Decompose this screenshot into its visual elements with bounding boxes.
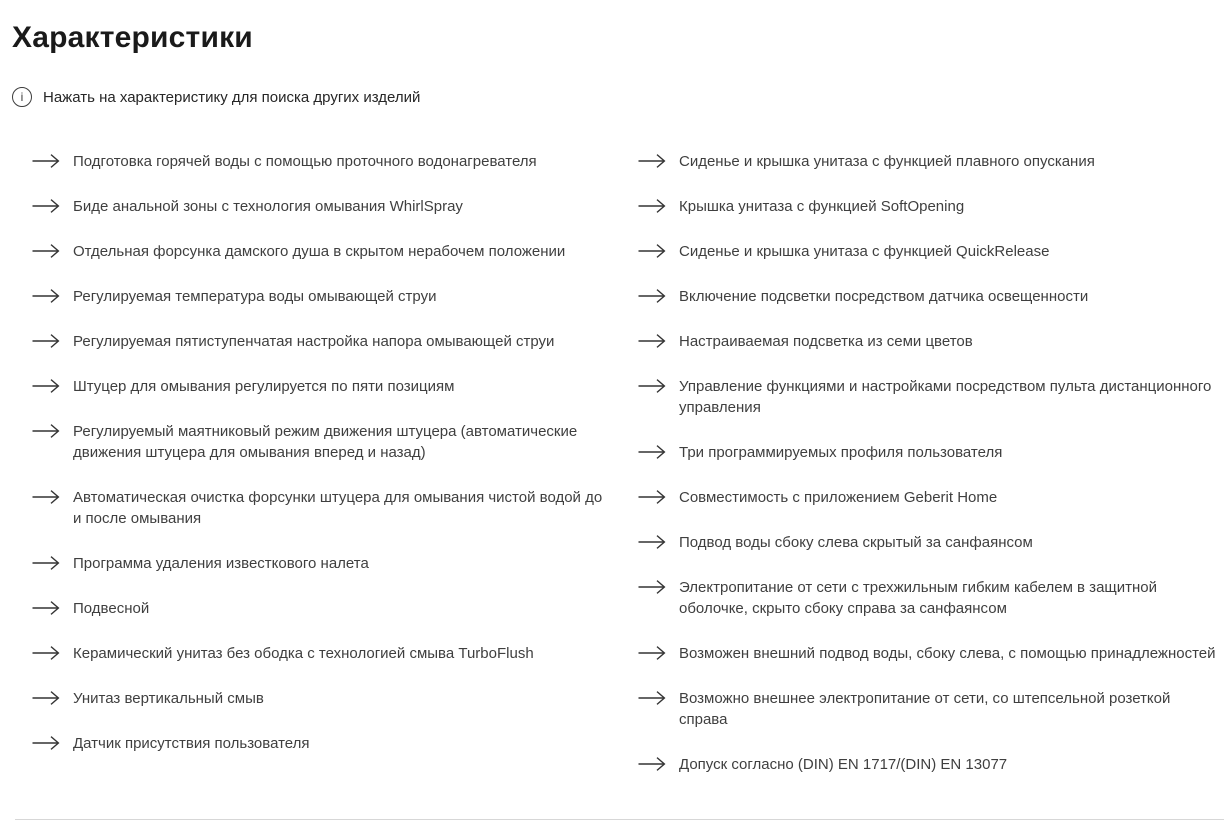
arrow-right-icon: [638, 153, 666, 169]
feature-label: Регулируемый маятниковый режим движения штуцера (автоматические движения штуцера для омывания вперед и назад): [73, 423, 578, 461]
feature-label: Штуцер для омывания регулируется по пяти позициям: [73, 378, 455, 395]
feature-item[interactable]: [638, 742, 1216, 787]
feature-item[interactable]: [638, 319, 1216, 364]
feature-item[interactable]: [32, 139, 610, 184]
feature-item[interactable]: [638, 676, 1216, 742]
feature-label: Автоматическая очистка форсунки штуцера для омывания чистой водой до и после омывания: [73, 489, 603, 527]
feature-item[interactable]: [32, 475, 610, 541]
arrow-right-icon: [32, 333, 60, 349]
arrow-right-icon: [32, 600, 60, 616]
feature-item[interactable]: [32, 586, 610, 631]
arrow-right-icon: [32, 555, 60, 571]
arrow-right-icon: [638, 444, 666, 460]
arrow-right-icon: [32, 243, 60, 259]
feature-item[interactable]: [638, 631, 1216, 676]
feature-label: Регулируемая пятиступенчатая настройка напора омывающей струи: [73, 333, 555, 350]
arrow-right-icon: [32, 198, 60, 214]
arrow-right-icon: [32, 489, 60, 505]
arrow-right-icon: [638, 489, 666, 505]
features-column-right: [638, 139, 1216, 787]
arrow-right-icon: [32, 423, 60, 439]
feature-label: Унитаз вертикальный смыв: [73, 690, 264, 707]
arrow-right-icon: [32, 288, 60, 304]
feature-label: Биде анальной зоны с технология омывания WhirlSpray: [73, 198, 463, 215]
feature-item[interactable]: [32, 409, 610, 475]
feature-item[interactable]: [32, 721, 610, 766]
bottom-divider: [15, 819, 1224, 820]
feature-label: Возможен внешний подвод воды, сбоку слева, с помощью принадлежностей: [679, 645, 1216, 662]
arrow-right-icon: [638, 534, 666, 550]
feature-label: Электропитание от сети с трехжильным гибким кабелем в защитной оболочке, скрыто сбоку справа за санфаянсом: [679, 579, 1158, 617]
arrow-right-icon: [638, 378, 666, 394]
feature-item[interactable]: [638, 430, 1216, 475]
feature-item[interactable]: [32, 319, 610, 364]
feature-item[interactable]: [638, 229, 1216, 274]
feature-label: Отдельная форсунка дамского душа в скрытом нерабочем положении: [73, 243, 566, 260]
feature-item[interactable]: [638, 274, 1216, 319]
feature-label: Три программируемых профиля пользователя: [679, 444, 1003, 461]
feature-label: Датчик присутствия пользователя: [73, 735, 310, 752]
feature-label: Регулируемая температура воды омывающей струи: [73, 288, 437, 305]
feature-label: Сиденье и крышка унитаза с функцией QuickRelease: [679, 243, 1050, 260]
arrow-right-icon: [32, 690, 60, 706]
arrow-right-icon: [638, 198, 666, 214]
feature-label: Сиденье и крышка унитаза с функцией плавного опускания: [679, 153, 1095, 170]
feature-label: Подготовка горячей воды с помощью проточного водонагревателя: [73, 153, 537, 170]
feature-label: Совместимость с приложением Geberit Home: [679, 489, 998, 506]
feature-label: Подвод воды сбоку слева скрытый за санфаянсом: [679, 534, 1033, 551]
feature-label: Программа удаления известкового налета: [73, 555, 369, 572]
arrow-right-icon: [32, 645, 60, 661]
feature-label: Возможно внешнее электропитание от сети, со штепсельной розеткой справа: [679, 690, 1171, 728]
arrow-right-icon: [638, 690, 666, 706]
features-column-left: [32, 139, 610, 766]
features-grid: [32, 139, 1216, 787]
arrow-right-icon: [638, 756, 666, 772]
feature-item[interactable]: [32, 184, 610, 229]
feature-item[interactable]: [638, 139, 1216, 184]
feature-label: Керамический унитаз без ободка с технологией смыва TurboFlush: [73, 645, 534, 662]
page-title: Характеристики: [12, 21, 253, 54]
feature-item[interactable]: [638, 475, 1216, 520]
feature-item[interactable]: [32, 541, 610, 586]
feature-item[interactable]: [638, 520, 1216, 565]
arrow-right-icon: [638, 579, 666, 595]
arrow-right-icon: [32, 153, 60, 169]
hint-row: [12, 87, 420, 107]
feature-label: Крышка унитаза с функцией SoftOpening: [679, 198, 965, 215]
feature-label: Управление функциями и настройками посредством пульта дистанционного управления: [679, 378, 1212, 416]
feature-item[interactable]: [638, 184, 1216, 229]
feature-label: Допуск согласно (DIN) EN 1717/(DIN) EN 13077: [679, 756, 1008, 773]
info-icon: i: [12, 87, 32, 107]
arrow-right-icon: [638, 288, 666, 304]
arrow-right-icon: [638, 243, 666, 259]
feature-item[interactable]: [638, 364, 1216, 430]
feature-item[interactable]: [32, 364, 610, 409]
feature-item[interactable]: [32, 676, 610, 721]
feature-item[interactable]: [32, 229, 610, 274]
arrow-right-icon: [32, 378, 60, 394]
arrow-right-icon: [32, 735, 60, 751]
feature-item[interactable]: [32, 631, 610, 676]
feature-label: Настраиваемая подсветка из семи цветов: [679, 333, 973, 350]
feature-label: Включение подсветки посредством датчика освещенности: [679, 288, 1089, 305]
feature-item[interactable]: [638, 565, 1216, 631]
arrow-right-icon: [638, 645, 666, 661]
feature-item[interactable]: [32, 274, 610, 319]
arrow-right-icon: [638, 333, 666, 349]
feature-label: Подвесной: [73, 600, 150, 617]
hint-text: Нажать на характеристику для поиска других изделий: [43, 88, 421, 106]
